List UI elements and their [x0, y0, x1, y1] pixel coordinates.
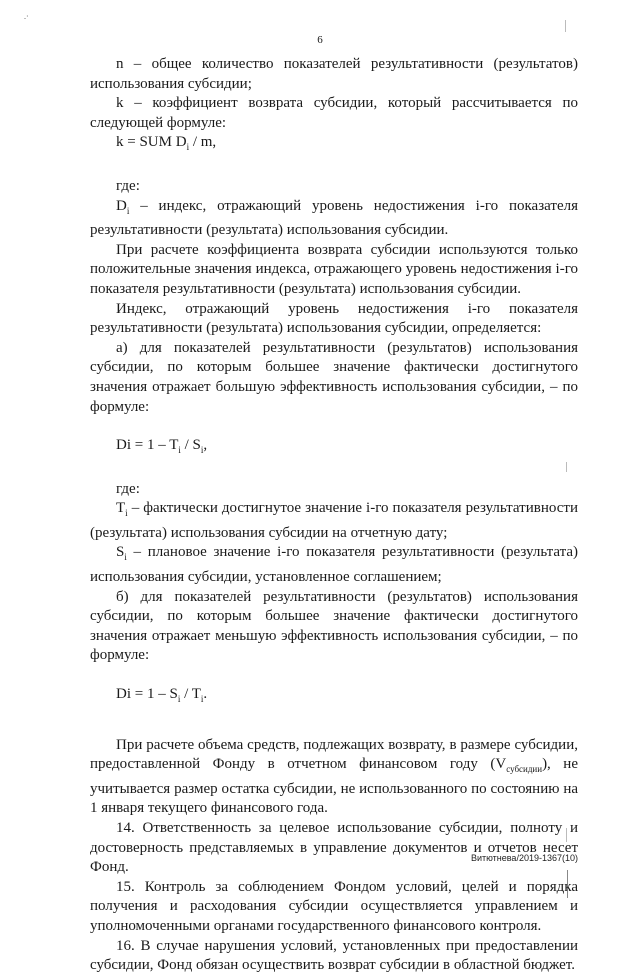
paragraph: 14. Ответственность за целевое использование субсидии, полноту и достоверность представляемых в управление документов и отчетов несет Фонд.: [90, 820, 578, 876]
where-label: где:: [116, 177, 140, 194]
document-footer-code: Витютнева/2019-1367(10): [470, 853, 578, 863]
paragraph: Индекс, отражающий уровень недостижения i-го показателя результативности (результата) использования субсидии, определяется:: [90, 300, 578, 337]
margin-tick: [565, 20, 566, 32]
formula-a: $Di = 1 - T_i / S_i$,: [116, 437, 208, 456]
page-number: 6: [317, 34, 323, 46]
paragraph: При расчете объема средств, подлежащих возврату, в размере субсидии, предоставленной Фонду в отчетном финансовом году $(V_{субсидии})$, не учитывается размер остатка субсидии, не использованного по состоянию на 1 января текущего финансового года.: [90, 736, 578, 817]
document-body: [90, 55, 578, 976]
formula-b: $Di = 1 - S_i / T_i$.: [116, 686, 208, 705]
where-label: где:: [116, 480, 140, 497]
paragraph: а) для показателей результативности (результатов) использования субсидии, по которым большее значение фактически достигнутого значения отражает большую эффективность использования субсидии, – по формуле:: [90, 339, 578, 415]
paragraph: $S_i$ – плановое значение i-го показателя результативности (результата) использования субсидии, установленное соглашением;: [90, 544, 578, 586]
paragraph: 15. Контроль за соблюдением Фондом условий, целей и порядка получения и расходования субсидии осуществляется управлением и уполномоченными органами государственного финансового контроля.: [90, 878, 578, 934]
paragraph: $D_i$ – индекс, отражающий уровень недостижения i-го показателя результативности (результата) использования субсидии.: [90, 197, 578, 239]
paragraph: б) для показателей результативности (результатов) использования субсидии, по которым большее значение фактически достигнутого значения отражает меньшую эффективность использования субсидии, – по формуле:: [90, 588, 578, 664]
paragraph: 16. В случае нарушения условий, установленных при предоставлении субсидии, Фонд обязан осуществить возврат субсидии в областной бюджет.: [90, 937, 578, 974]
paragraph: n – общее количество показателей результативности (результатов) использования субсидии;: [90, 56, 578, 92]
paragraph: При расчете коэффициента возврата субсидии используются только положительные значения индекса, отражающего уровень недостижения i-го показателя результативности (результата) использования субсидии.: [90, 241, 578, 297]
corner-mark: .·: [24, 12, 29, 21]
paragraph: k – коэффициент возврата субсидии, который рассчитывается по следующей формуле:: [90, 95, 578, 131]
formula-k: k = SUM $D_i$ / m,: [116, 134, 217, 153]
paragraph: $T_i$ – фактически достигнутое значение i-го показателя результативности (результата) использования субсидии на отчетную дату;: [90, 500, 578, 541]
